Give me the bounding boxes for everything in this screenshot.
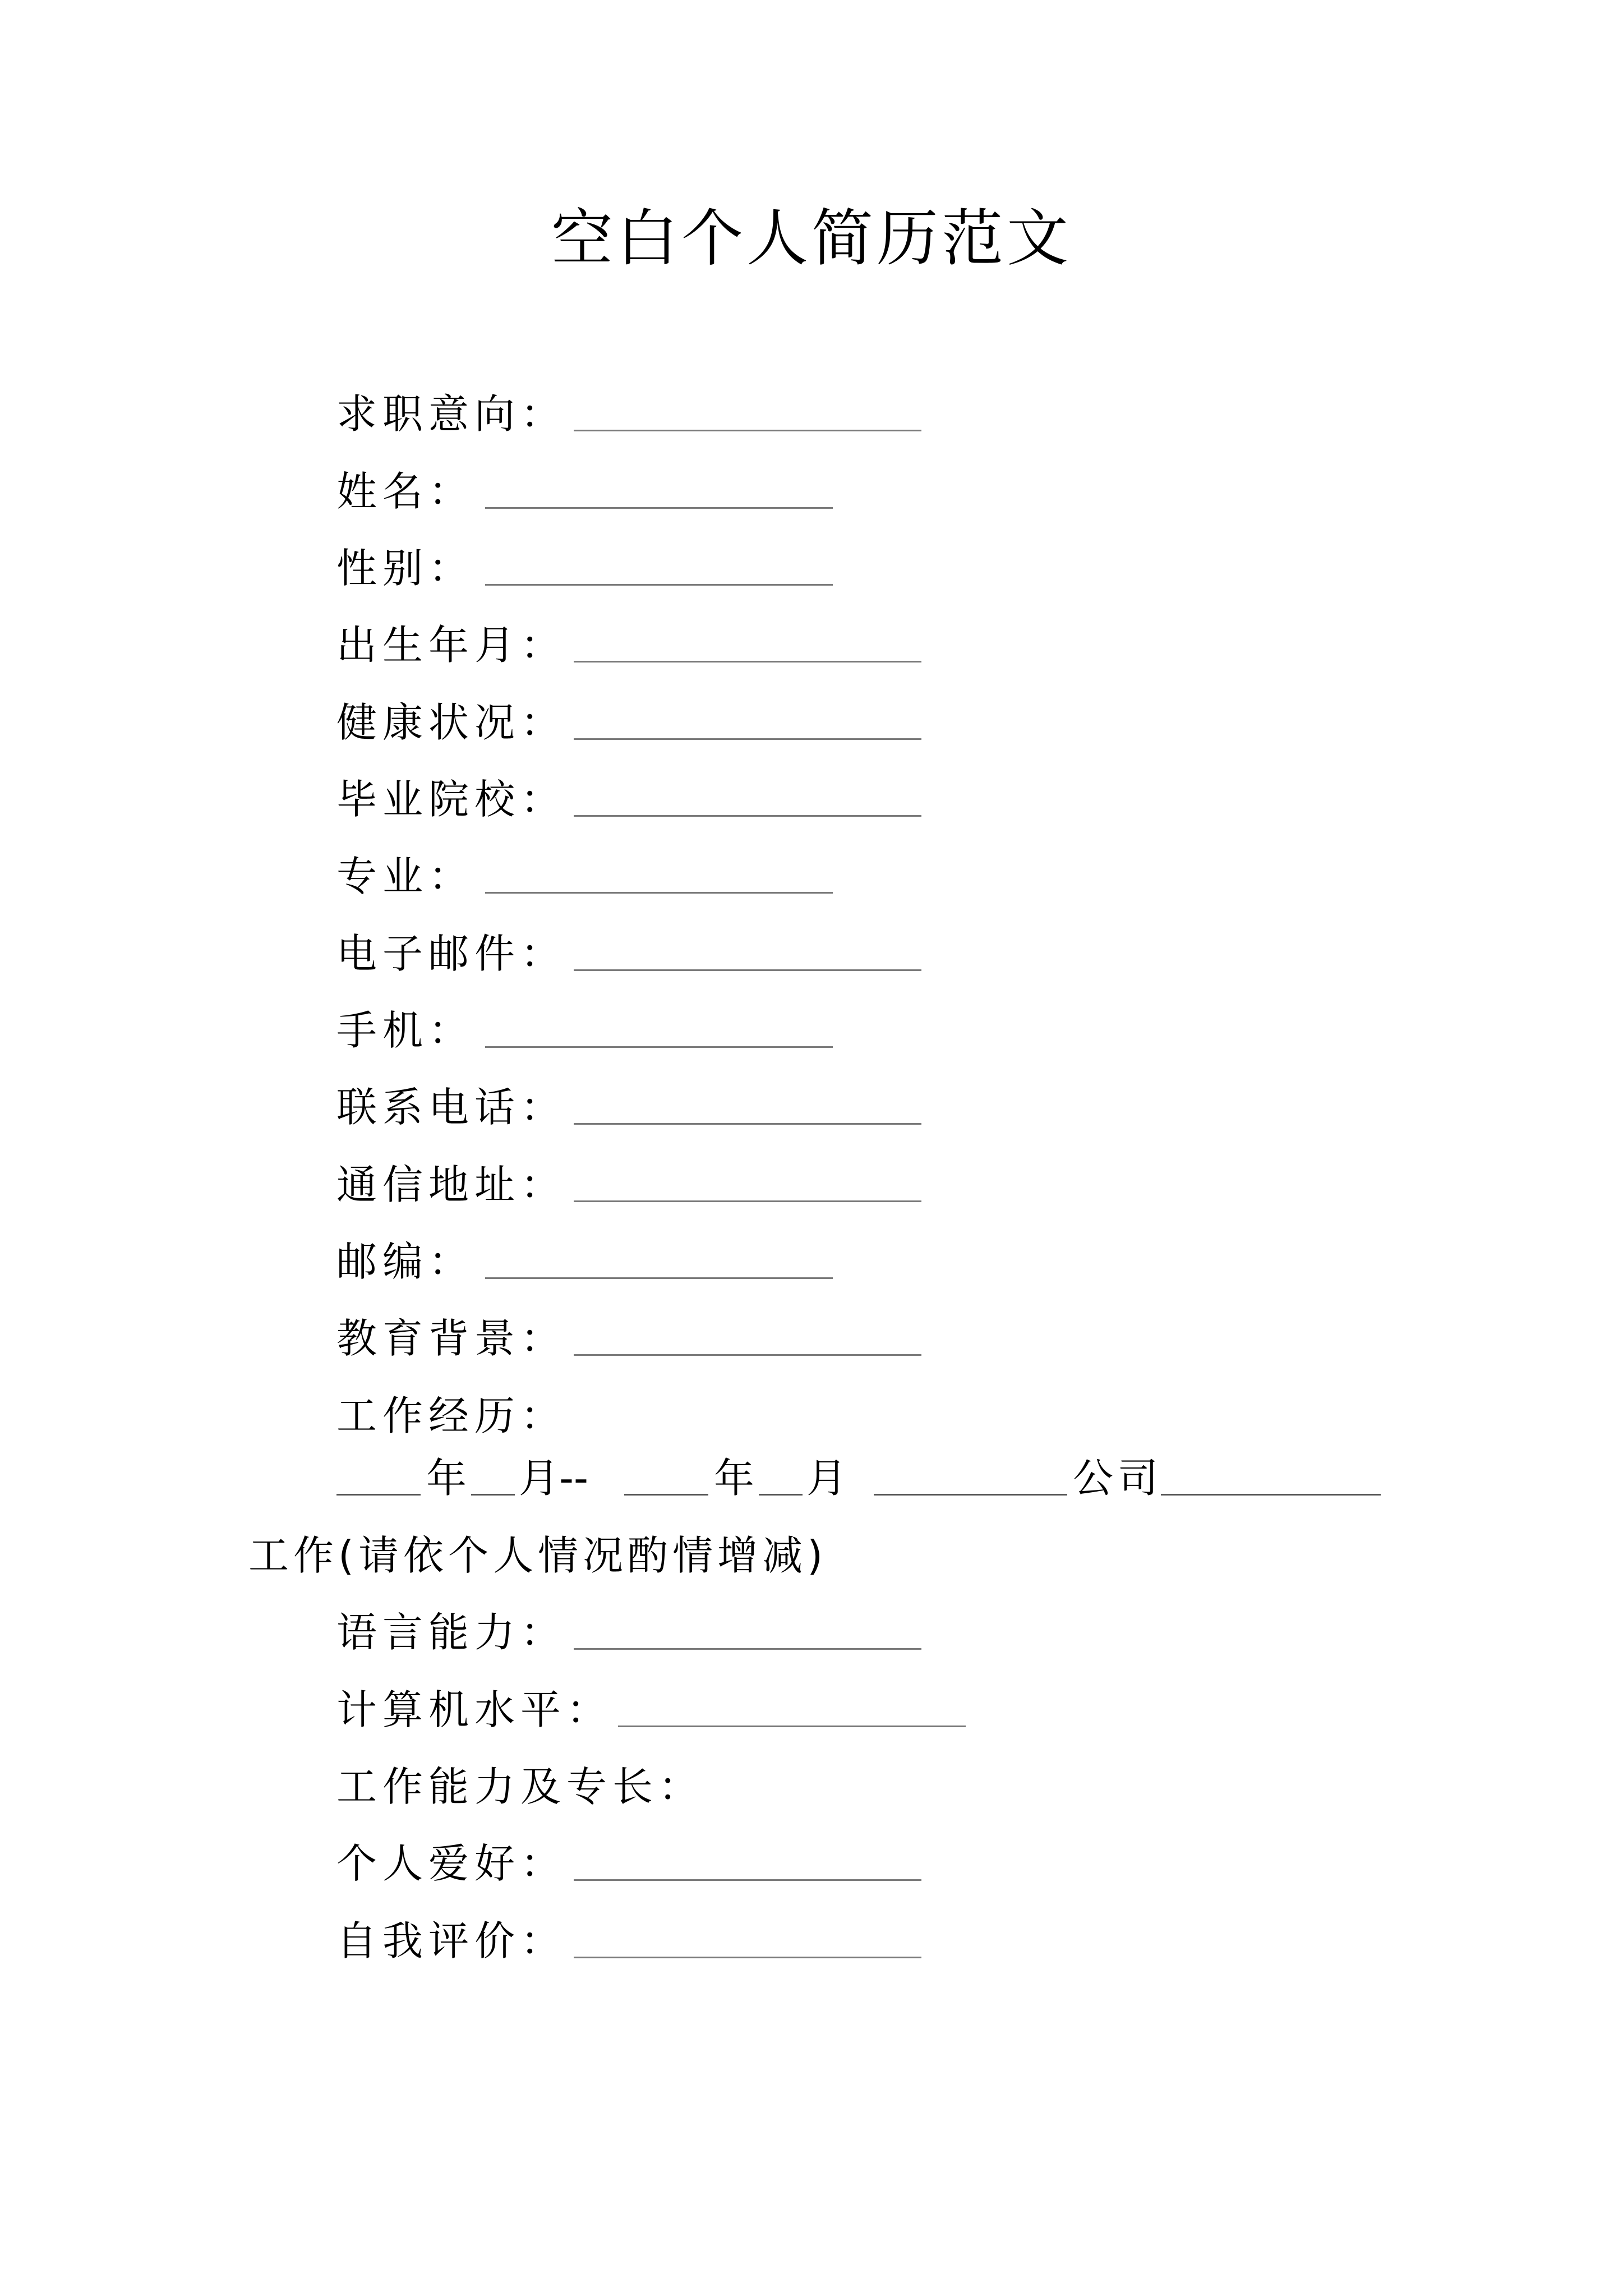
work-history-note: 工作(请依个人情况酌情增减) [248,1532,828,1579]
field-label: 联系电话： [336,1084,567,1131]
field-label: 计算机水平： [336,1686,613,1733]
resume-field-row [336,463,474,519]
field-blank-line[interactable] [574,1123,921,1125]
resume-field-row [336,1913,566,1969]
resume-field-row [336,1604,566,1660]
end-year-blank[interactable] [624,1494,708,1496]
month-label: 月-- [519,1455,588,1502]
resume-field-row [336,1002,474,1059]
start-year-blank[interactable] [336,1494,421,1496]
company-label: 公司 [1073,1455,1163,1502]
field-label: 语言能力： [336,1609,567,1656]
field-blank-line[interactable] [485,1046,833,1048]
field-blank-line[interactable] [574,430,921,431]
year-label: 年 [714,1455,755,1502]
field-label: 个人爱好： [336,1840,567,1887]
start-month-blank[interactable] [471,1494,515,1496]
field-label: 健康状况： [336,699,567,746]
resume-field-row [336,694,566,751]
field-label: 工作经历： [336,1392,567,1439]
field-blank-line[interactable] [574,1354,921,1356]
field-label: 姓名： [336,468,475,515]
field-blank-line[interactable] [574,1957,921,1958]
field-label: 邮编： [336,1238,475,1285]
resume-field-row [336,1682,612,1738]
resume-field-row [336,540,474,596]
field-blank-line[interactable] [574,1200,921,1202]
position-blank[interactable] [1161,1494,1381,1496]
resume-field-row [336,1234,474,1290]
field-blank-line[interactable] [485,892,833,894]
field-label: 手机： [336,1007,475,1054]
resume-field-row [336,926,566,982]
field-label: 教育背景： [336,1315,567,1362]
resume-field-row [336,1388,566,1444]
resume-field-row [336,1759,704,1815]
resume-field-row [336,386,566,442]
page-title: 空白个人简历范文 [551,203,1072,274]
resume-field-row [336,1835,566,1892]
work-history-entry [336,1450,1402,1506]
field-blank-line[interactable] [485,584,833,586]
resume-field-row [336,1079,566,1135]
field-label: 自我评价： [336,1917,567,1964]
field-label: 通信地址： [336,1161,567,1208]
field-label: 毕业院校： [336,776,567,823]
field-label: 专业： [336,853,475,900]
field-blank-line[interactable] [485,1277,833,1279]
field-blank-line[interactable] [618,1726,966,1727]
year-label: 年 [426,1455,467,1502]
field-label: 电子邮件： [336,930,567,977]
field-blank-line[interactable] [574,815,921,817]
month-label: 月 [806,1455,847,1502]
resume-field-row [336,1157,566,1213]
field-blank-line[interactable] [574,969,921,971]
company-blank[interactable] [874,1494,1067,1496]
field-blank-line[interactable] [574,1879,921,1881]
end-month-blank[interactable] [759,1494,803,1496]
field-blank-line[interactable] [574,661,921,662]
field-label: 出生年月： [336,622,567,669]
field-label: 性别： [336,545,475,592]
field-blank-line[interactable] [485,507,833,509]
resume-field-row [336,848,474,904]
resume-field-row [336,617,566,673]
resume-field-row [336,1310,566,1366]
field-blank-line[interactable] [574,1648,921,1650]
field-label: 工作能力及专长： [336,1763,705,1810]
resume-field-row [336,771,566,827]
field-blank-line[interactable] [574,738,921,740]
field-label: 求职意向： [336,390,567,438]
